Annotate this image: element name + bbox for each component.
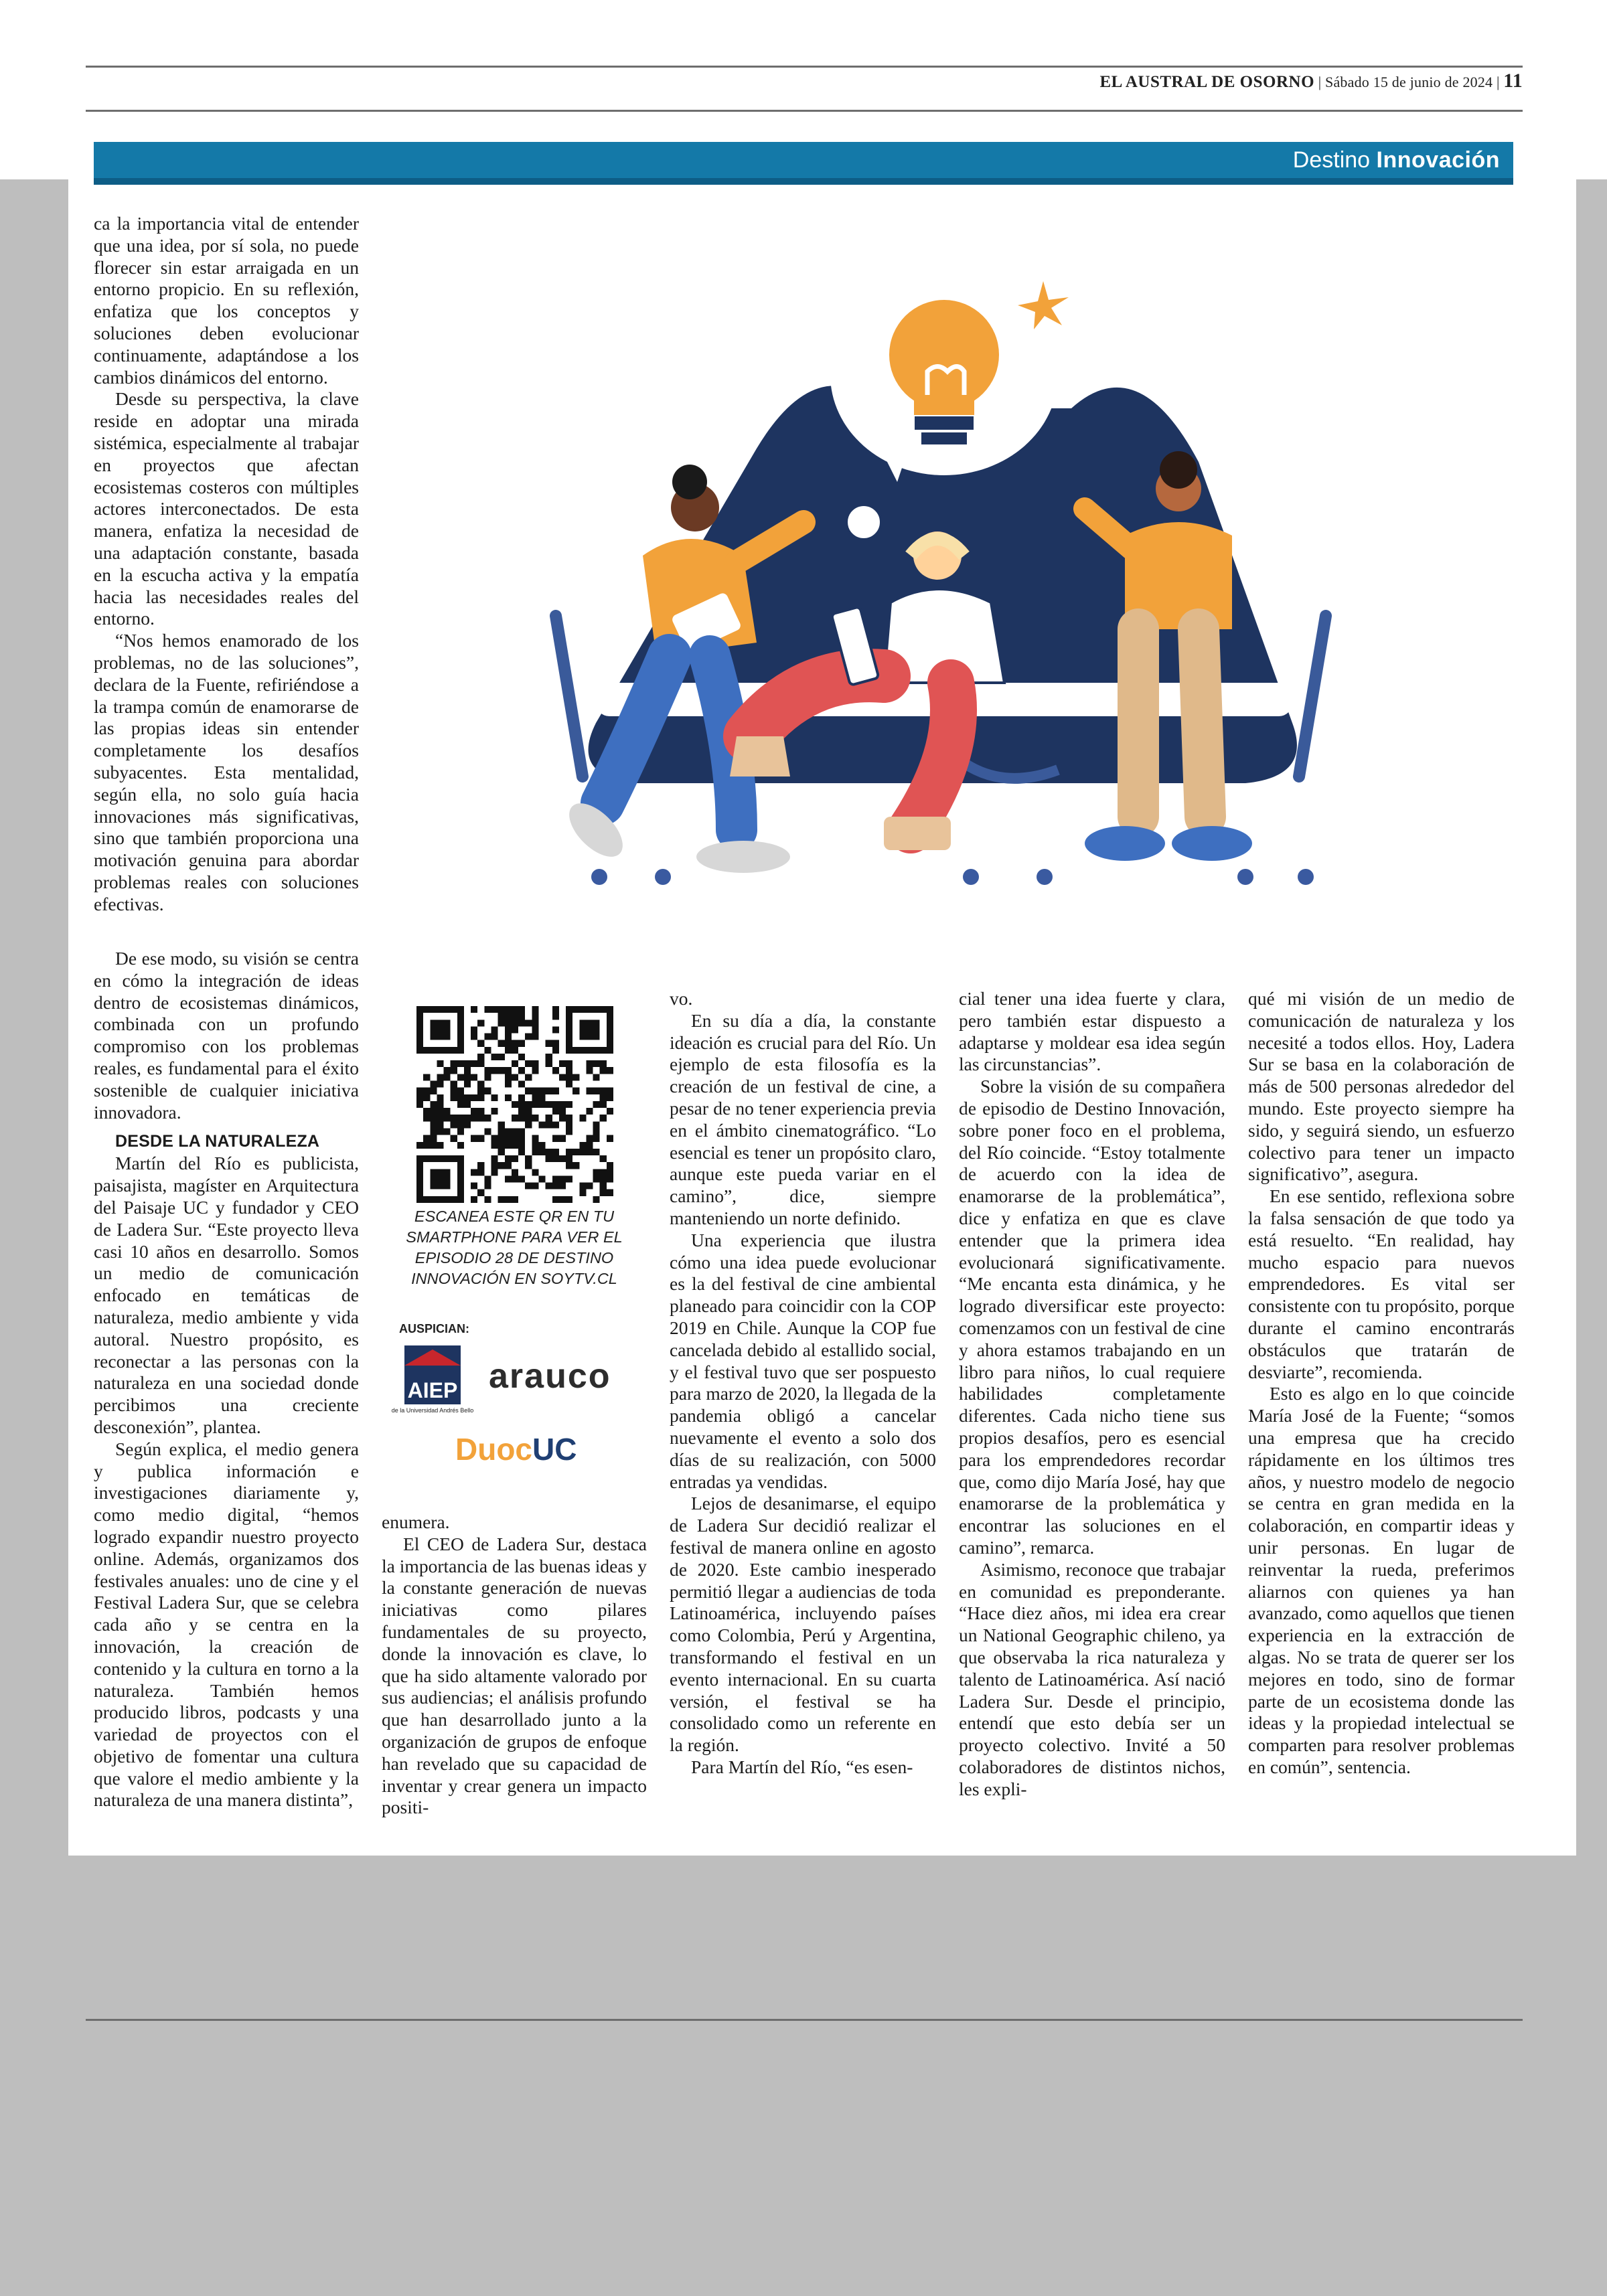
paragraph: Sobre la visión de su compañera de episodio de Destino Innovación, sobre poner foco en el problema, del Río coincide. “Estoy totalmente de acuerdo con la idea de enamorarse de la problemática”, dice y enfatiza en que es clave entender que la primera idea evolucionará significativamente. “Me encanta esta dinámica, y he logrado diversificar este proyecto: comenzamos con un festival de cine y ahora estamos trabajando en un libro para niños, lo cual requiere habilidades completamente diferentes. Cada nicho tiene sus propios desafíos, pero es esencial para los emprendedores recordar que, como dijo María José, hay que enamorarse de la problemática y encontrar las soluciones en el camino”, remarca.: [959, 1076, 1225, 1558]
paragraph: vo.: [670, 988, 693, 1009]
section-band-underline: [94, 178, 1513, 185]
aiep-logo-icon: [391, 1345, 474, 1424]
paragraph: Desde su perspectiva, la clave reside en adoptar una mirada sistémica, especialmente al trabajar en proyectos que afectan ecosistemas costeros con múltiples actores interconectados. De esta manera, enfatiza la necesidad de una adaptación constante, basada en la escucha activa y la empatía hacia las necesidades reales del entorno.: [94, 388, 359, 629]
teamwork-illustration: [536, 241, 1353, 897]
paragraph: Asimismo, reconoce que trabajar en comunidad es preponderante. “Hace diez años, mi idea era crear un National Geographic chileno, ya que observaba la rica naturaleza y talento de Latinoamérica. Así nació Ladera Sur. Desde el principio, entendí que esto debía ser un proyecto colectivo. Invité a 50 colaboradores de distintos nichos, les expli-: [959, 1558, 1225, 1799]
page-number: 11: [1503, 70, 1523, 92]
aiep-logo-subtext: de la Universidad Andrés Bello: [391, 1407, 474, 1414]
section-label: [1293, 147, 1500, 173]
paragraph: El CEO de Ladera Sur, destaca la importancia de las buenas ideas y la constante generación de nuevas iniciativas como pilares fundamentales de su proyecto, donde la innovación es clave, lo que ha sido altamente valorado por sus audiencias; el análisis profundo que han desarrollado junto a la organización de grupos de enfoque han revelado que su capacidad de inventar y crear genera un impacto positi-: [382, 1533, 647, 1818]
article-column-1-bottom: [94, 948, 359, 1811]
aiep-logo-text: AIEP: [407, 1378, 458, 1402]
paragraph: Para Martín del Río, “es esen-: [691, 1756, 913, 1777]
article-column-4: [959, 988, 1225, 1800]
arauco-logo: arauco: [489, 1357, 611, 1396]
header-bottom-rule: [86, 110, 1523, 112]
paragraph: Martín del Río es publicista, paisajista, magíster en Arquitectura del Paisaje UC y fundador y CEO de Ladera Sur. “Este proyecto lleva casi 10 años en desarrollo. Somos un medio de comunicación enfocado en temáticas de naturaleza, medio ambiente y vida autoral. Nuestro propósito, es reconectar a las personas con la naturaleza en una sociedad donde percibimos una creciente desconexión”, plantea.: [94, 1153, 359, 1437]
footer-rule: [86, 2019, 1523, 2021]
duoc-logo-part-1: Duoc: [455, 1432, 532, 1467]
section-word-1: Destino: [1292, 147, 1371, 173]
paragraph: De ese modo, su visión se centra en cómo la integración de ideas dentro de ecosistemas dinámicos, combinada con un profundo compromiso con los problemas reales, es fundamental para el éxito sostenible de cualquier iniciativa innovadora.: [94, 948, 359, 1123]
paragraph: En su día a día, la constante ideación es crucial para del Río. Un ejemplo de esta filosofía es la creación de un festival de cine, a pesar de no tener experiencia previa en el ámbito cinematográfico. “Lo esencial es tener un propósito claro, aunque este pueda variar en el camino”, dice, siempre manteniendo un norte definido.: [670, 1009, 936, 1228]
article-column-2: [382, 1511, 647, 1819]
section-word-2: Innovación: [1376, 147, 1500, 173]
duoc-logo-part-2: UC: [532, 1432, 577, 1467]
qr-caption: ESCANEA ESTE QR EN TU SMARTPHONE PARA VER EL EPISODIO 28 DE DESTINO INNOVACIÓN EN SOYTV.CL: [406, 1208, 623, 1287]
header-top-rule: [86, 66, 1523, 68]
page-left-margin: [0, 179, 68, 1856]
qr-code-icon[interactable]: [416, 1006, 613, 1203]
page-bottom-area: [0, 1856, 1607, 2296]
newspaper-name: EL AUSTRAL DE OSORNO: [1099, 73, 1315, 91]
paragraph: qué mi visión de un medio de comunicación de naturaleza y los necesité a todos ellos. Hoy, Ladera Sur se basa en la colaboración de más de 500 personas alrededor del mundo. Este proyecto siempre ha sido, y seguirá siendo, un esfuerzo colectivo para tener un impacto significativo”, asegura.: [1248, 988, 1515, 1185]
subheading: DESDE LA NATURALEZA: [115, 1132, 320, 1151]
paragraph: Según explica, el medio genera y publica información e investigaciones diariamente y, como medio digital, “hemos logrado expandir nuestro proyecto online. Además, organizamos dos festivales anuales: uno de cine y el Festival Ladera Sur, que se celebra cada año y se centra en la innovación, la creación de contenido y la cultura en torno a la naturaleza. También hemos producido libros, podcasts y una variedad de proyectos con el objetivo de fomentar una cultura que valore el medio ambiente y la naturaleza de una manera distinta”,: [94, 1438, 359, 1811]
paragraph: En ese sentido, reflexiona sobre la falsa sensación de que todo ya está resuelto. “En realidad, hay mucho espacio para nuevos emprendedores. Es vital ser consistente con tu propósito, porque durante el camino encontrarás obstáculos que tratarán de desviarte”, recomienda.: [1248, 1185, 1515, 1382]
paragraph: Esto es algo en lo que coincide María José de la Fuente; “somos una empresa que ha crecido rápidamente en los últimos tres años, y nuestro modelo de negocio se centra en gran medida en la colaboración, en compartir ideas y unir personas. En lugar de reinventar la rueda, preferimos aliarnos con quienes ya han avanzado, como aquellos que tienen experiencia en la extracción de algas. No se trata de querer ser los mejores en todo, sino de formar parte de un ecosistema donde las ideas y la propiedad intelectual se comparten para resolver problemas en común”, sentencia.: [1248, 1383, 1515, 1777]
page-header: [1100, 70, 1523, 92]
page-right-margin: [1576, 179, 1607, 1856]
paragraph: cial tener una idea fuerte y clara, pero también estar dispuesto a adaptarse y moldear esa idea según las circunstancias”.: [959, 988, 1225, 1075]
article-column-5: [1248, 988, 1515, 1779]
paragraph: enumera.: [382, 1511, 450, 1532]
paragraph: Una experiencia que ilustra cómo una idea puede evolucionar es la del festival de cine ambiental planeado para coincidir con la COP 2019 en Chile. Aunque la COP fue cancelada debido al estallido social, y el festival tuvo que ser pospuesto para marzo de 2020, la llegada de la pandemia obligó a cancelar nuevamente el evento a solo dos días de su realización, con 5000 entradas ya vendidas.: [670, 1229, 936, 1492]
issue-date: | Sábado 15 de junio de 2024 |: [1318, 74, 1500, 90]
paragraph: “Nos hemos enamorado de los problemas, no de las soluciones”, declara de la Fuente, refiriéndose a la trampa común de enamorarse de las propias ideas sin entender completamente los desafíos subyacentes. Esta mentalidad, según ella, no solo guía hacia innovaciones más significativas, sino que también proporciona una motivación genuina para abordar problemas reales con soluciones efectivas.: [94, 630, 359, 914]
article-column-1-top: [94, 213, 359, 916]
paragraph: ca la importancia vital de entender que una idea, por sí sola, no puede florecer sin estar arraigada en un entorno propicio. En su reflexión, enfatiza que los conceptos y soluciones deben evolucionar continuamente, adaptándose a los cambios dinámicos del entorno.: [94, 213, 359, 388]
sponsors-label: AUSPICIAN:: [399, 1322, 470, 1335]
duoc-logo: [455, 1431, 577, 1467]
paragraph: Lejos de desanimarse, el equipo de Ladera Sur decidió realizar el festival de manera online en agosto de 2020. Este cambio inesperado permitió llegar a audiencias de toda Latinoamérica, incluyendo países como Colombia, Perú y Argentina, transformando el festival en un evento internacional. En su cuarta versión, el festival se ha consolidado como un referente en la región.: [670, 1493, 936, 1756]
article-column-3: [670, 988, 936, 1779]
